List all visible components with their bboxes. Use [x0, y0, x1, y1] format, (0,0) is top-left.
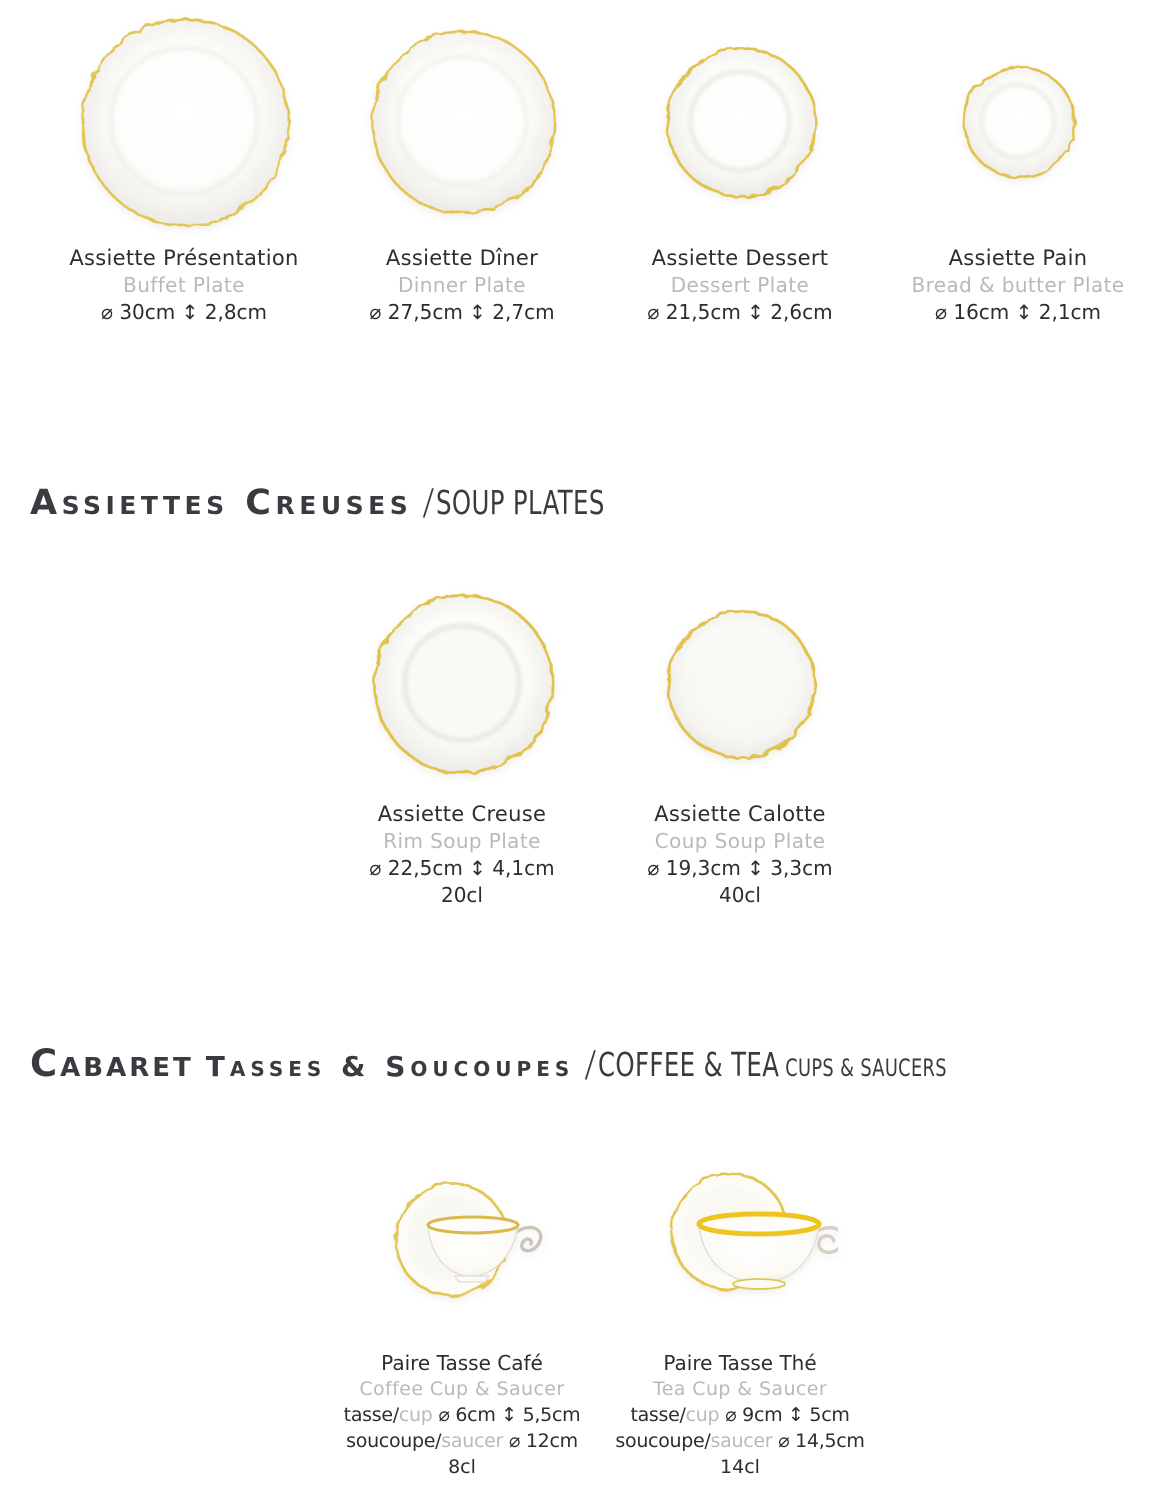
section-title-separator: / — [584, 1044, 597, 1085]
soup-plates-row — [45, 565, 1151, 909]
product-dimensions: ⌀ 19,3cm ↕ 3,3cm — [647, 856, 833, 880]
section-title-french: Tasses & Soucoupes — [205, 1050, 575, 1083]
cup-saucer-illustration — [375, 1175, 550, 1300]
plate-illustration — [660, 41, 820, 201]
cup-size: ⌀ 6cm ↕ 5,5cm — [438, 1404, 581, 1426]
product-paire-tasse-cafe — [323, 1158, 601, 1480]
product-name-en: Dessert Plate — [670, 273, 810, 297]
product-name-fr: Assiette Dessert — [651, 246, 829, 270]
saucer-size: ⌀ 12cm — [509, 1430, 578, 1452]
product-name-fr: Assiette Calotte — [654, 802, 826, 826]
section-title-soup-plates — [30, 482, 664, 523]
product-caption — [615, 1350, 864, 1480]
product-capacity: 14cl — [720, 1456, 760, 1478]
product-capacity: 20cl — [440, 883, 483, 907]
product-name-en: Dinner Plate — [397, 273, 526, 297]
cup-dimensions — [344, 1402, 581, 1428]
product-name-en: Coup Soup Plate — [654, 829, 826, 853]
product-caption — [647, 801, 832, 909]
product-name-fr: Assiette Dîner — [385, 246, 539, 270]
cup-label-fr: tasse/ — [630, 1404, 686, 1426]
product-capacity: 40cl — [718, 883, 761, 907]
product-paire-tasse-the — [601, 1158, 879, 1480]
section-title-english-sub: CUPS & SAUCERS — [785, 1054, 948, 1082]
cup-dimensions — [615, 1402, 864, 1428]
product-caption — [369, 801, 554, 909]
product-dimensions: ⌀ 22,5cm ↕ 4,1cm — [369, 856, 555, 880]
product-assiette-dessert — [601, 0, 879, 326]
plate-illustration — [367, 588, 557, 778]
product-name-fr: Assiette Creuse — [377, 802, 547, 826]
section-title-collection: Cabaret — [30, 1042, 194, 1085]
coffee-cup-saucer-image — [323, 1158, 601, 1316]
product-name-fr: Paire Tasse Café — [381, 1351, 543, 1375]
product-name-fr: Assiette Pain — [948, 246, 1088, 270]
cup-saucer-illustration — [643, 1170, 838, 1305]
saucer-dimensions — [615, 1428, 864, 1454]
product-assiette-diner — [323, 0, 601, 326]
section-title-english: SOUP PLATES — [436, 483, 606, 522]
product-capacity: 8cl — [448, 1456, 476, 1478]
plate-diner-image — [323, 0, 601, 242]
product-dimensions: ⌀ 30cm ↕ 2,8cm — [100, 300, 268, 324]
product-name-en: Bread & butter Plate — [911, 273, 1125, 297]
product-caption — [344, 1350, 581, 1480]
saucer-label-en: saucer — [710, 1430, 773, 1452]
product-name-en: Coffee Cup & Saucer — [359, 1378, 565, 1400]
cup-label-fr: tasse/ — [343, 1404, 399, 1426]
tea-cup-saucer-image — [601, 1158, 879, 1316]
saucer-size: ⌀ 14,5cm — [778, 1430, 865, 1452]
product-assiette-pain — [879, 0, 1151, 326]
section-title-english — [598, 1045, 947, 1084]
section-title-cups-saucers — [30, 1042, 1070, 1085]
saucer-label-en: saucer — [441, 1430, 504, 1452]
product-caption — [369, 245, 554, 326]
product-caption — [647, 245, 832, 326]
plate-presentation-image — [45, 0, 323, 242]
product-name-en: Buffet Plate — [123, 273, 245, 297]
product-assiette-creuse — [323, 565, 601, 909]
cup-label-en: cup — [398, 1404, 433, 1426]
product-dimensions: ⌀ 16cm ↕ 2,1cm — [934, 300, 1102, 324]
product-dimensions: ⌀ 21,5cm ↕ 2,6cm — [647, 300, 833, 324]
saucer-dimensions — [344, 1428, 581, 1454]
plate-creuse-image — [323, 565, 601, 801]
product-name-en: Rim Soup Plate — [383, 829, 541, 853]
product-name-fr: Assiette Présentation — [69, 246, 299, 270]
plates-row — [45, 0, 1151, 326]
saucer-label-fr: soucoupe/ — [346, 1430, 442, 1452]
product-assiette-presentation — [45, 0, 323, 326]
section-title-french: Assiettes Creuses — [30, 483, 413, 523]
plate-calotte-image — [601, 565, 879, 801]
plate-illustration — [958, 61, 1078, 181]
product-assiette-calotte — [601, 565, 879, 909]
plate-illustration — [661, 604, 819, 762]
cups-row — [45, 1158, 1151, 1480]
cup-size: ⌀ 9cm ↕ 5cm — [725, 1404, 850, 1426]
product-dimensions: ⌀ 27,5cm ↕ 2,7cm — [369, 300, 555, 324]
plate-illustration — [365, 24, 559, 218]
product-name-fr: Paire Tasse Thé — [663, 1351, 817, 1375]
section-title-english-main: COFFEE & TEA — [598, 1045, 780, 1084]
plate-pain-image — [879, 0, 1151, 242]
saucer-label-fr: soucoupe/ — [615, 1430, 711, 1452]
product-name-en: Tea Cup & Saucer — [652, 1378, 828, 1400]
product-caption — [69, 245, 298, 326]
cup-label-en: cup — [685, 1404, 720, 1426]
plate-illustration — [75, 12, 293, 230]
product-caption — [911, 245, 1124, 326]
plate-dessert-image — [601, 0, 879, 242]
section-title-separator: / — [422, 482, 435, 523]
